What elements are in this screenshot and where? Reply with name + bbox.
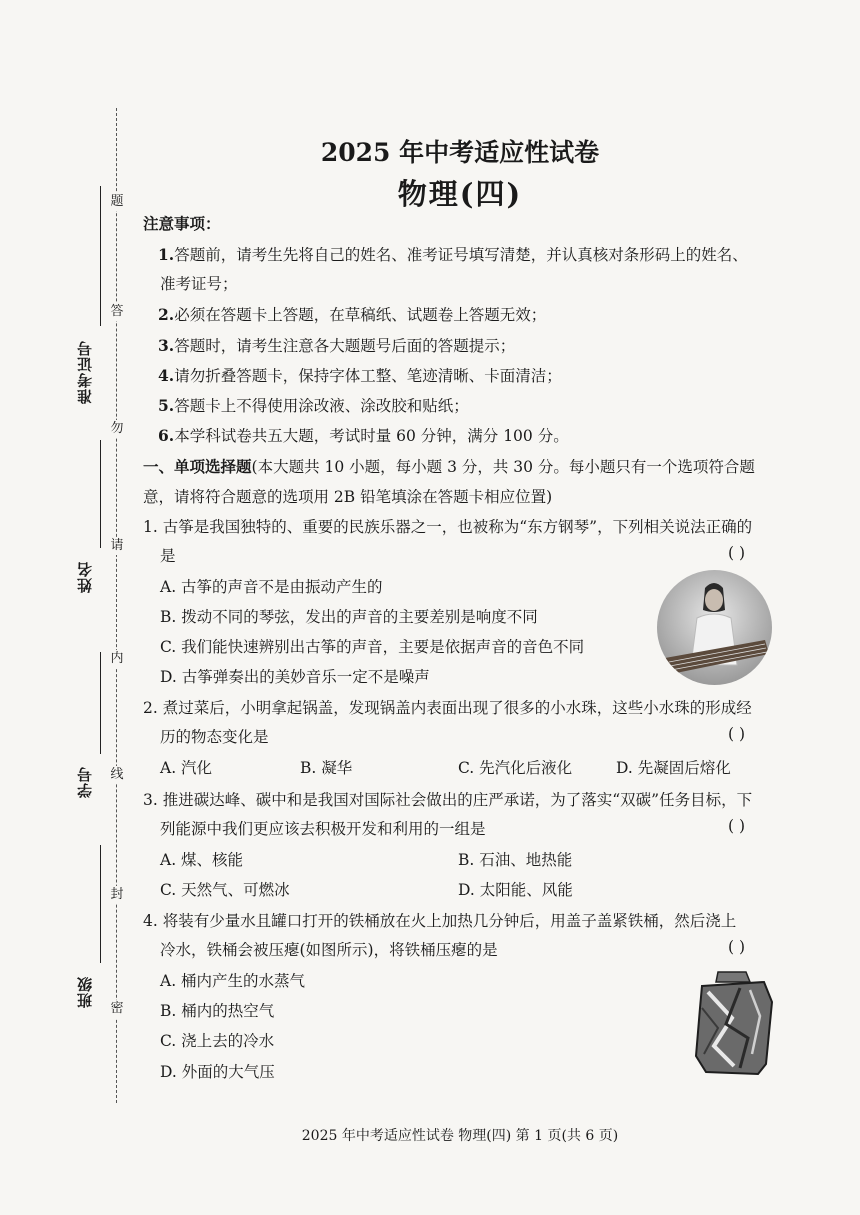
notes-heading: 注意事项：	[143, 214, 221, 233]
answer-bracket: ( )	[728, 544, 746, 562]
note-item: 4.请勿折叠答题卡，保持字体工整、笔迹清晰、卡面清洁；	[158, 366, 562, 385]
seal-char: 封	[108, 886, 126, 904]
option: C. 我们能快速辨别出古筝的声音，主要是依据声音的音色不同	[160, 638, 585, 656]
seal-char: 线	[108, 766, 126, 784]
answer-bracket: ( )	[728, 725, 746, 743]
question-3-stem: 3. 推进碳达峰、碳中和是我国对国际社会做出的庄严承诺，为了落实“双碳”任务目标，下	[143, 791, 753, 809]
question-1-stem: 1. 古筝是我国独特的、重要的民族乐器之一，也被称为“东方钢琴”，下列相关说法正确的	[143, 518, 753, 536]
option: B. 凝华	[300, 759, 353, 777]
subject-title: 物理(四)	[397, 177, 523, 211]
option: C. 浇上去的冷水	[160, 1032, 275, 1050]
option: A. 古筝的声音不是由振动产生的	[160, 578, 383, 596]
section-heading: 一、单项选择题(本大题共 10 小题，每小题 3 分，共 30 分。每小题只有一个选项符合题	[143, 457, 755, 476]
option: A. 汽化	[160, 759, 213, 777]
option: D. 古筝弹奏出的美妙音乐一定不是噪声	[160, 668, 430, 686]
option: D. 太阳能、风能	[458, 881, 573, 899]
student-no-label: 学号	[76, 766, 94, 798]
note-item: 2.必须在答题卡上答题，在草稿纸、试题卷上答题无效；	[158, 305, 547, 324]
exam-title: 2025 年中考适应性试卷	[320, 138, 600, 167]
seal-char: 内	[108, 650, 126, 668]
student-no-line	[100, 652, 101, 754]
crushed-can-image	[688, 968, 778, 1078]
page-footer: 2025 年中考适应性试卷 物理(四) 第 1 页(共 6 页)	[301, 1128, 619, 1144]
note-item-cont: 准考证号；	[160, 275, 238, 293]
note-item: 3.答题时，请考生注意各大题题号后面的答题提示；	[158, 336, 516, 355]
question-2-stem: 2. 煮过菜后，小明拿起锅盖，发现锅盖内表面出现了很多的小水珠，这些小水珠的形成经	[143, 699, 752, 717]
option: D. 先凝固后熔化	[616, 759, 731, 777]
option: A. 煤、核能	[160, 851, 244, 869]
class-line	[100, 845, 101, 963]
question-1-stem-cont: 是	[160, 547, 176, 565]
option: C. 天然气、可燃冰	[160, 881, 290, 899]
seal-char: 密	[108, 1000, 126, 1018]
section-desc: 意，请将符合题意的选项用 2B 铅笔填涂在答题卡相应位置)	[143, 488, 553, 506]
option: B. 拨动不同的琴弦，发出的声音的主要差别是响度不同	[160, 608, 538, 626]
answer-bracket: ( )	[728, 938, 746, 956]
name-label: 姓名	[76, 561, 94, 593]
question-4-stem-cont: 冷水，铁桶会被压瘪(如图所示)，将铁桶压瘪的是	[160, 941, 498, 959]
seal-char: 勿	[108, 420, 126, 438]
seal-char: 题	[108, 193, 126, 211]
option: D. 外面的大气压	[160, 1063, 275, 1081]
question-2-stem-cont: 历的物态变化是	[160, 728, 269, 746]
answer-bracket: ( )	[728, 817, 746, 835]
option: A. 桶内产生的水蒸气	[160, 972, 306, 990]
seal-char: 答	[108, 303, 126, 321]
guzheng-player-image	[657, 570, 772, 685]
question-3-stem-cont: 列能源中我们更应该去积极开发和利用的一组是	[160, 820, 486, 838]
option: C. 先汽化后液化	[458, 759, 573, 777]
option: B. 桶内的热空气	[160, 1002, 275, 1020]
seal-char: 请	[108, 537, 126, 555]
note-item: 6.本学科试卷共五大题，考试时量 60 分钟，满分 100 分。	[158, 426, 569, 445]
exam-id-label: 准考证号	[76, 340, 94, 404]
seal-line	[116, 108, 117, 1103]
question-4-stem: 4. 将装有少量水且罐口打开的铁桶放在火上加热几分钟后，用盖子盖紧铁桶，然后浇上	[143, 912, 737, 930]
note-item: 1.答题前，请考生先将自己的姓名、准考证号填写清楚，并认真核对条形码上的姓名、	[158, 245, 748, 264]
note-item: 5.答题卡上不得使用涂改液、涂改胶和贴纸；	[158, 396, 469, 415]
class-label: 班级	[76, 976, 94, 1008]
option: B. 石油、地热能	[458, 851, 573, 869]
name-line	[100, 440, 101, 548]
